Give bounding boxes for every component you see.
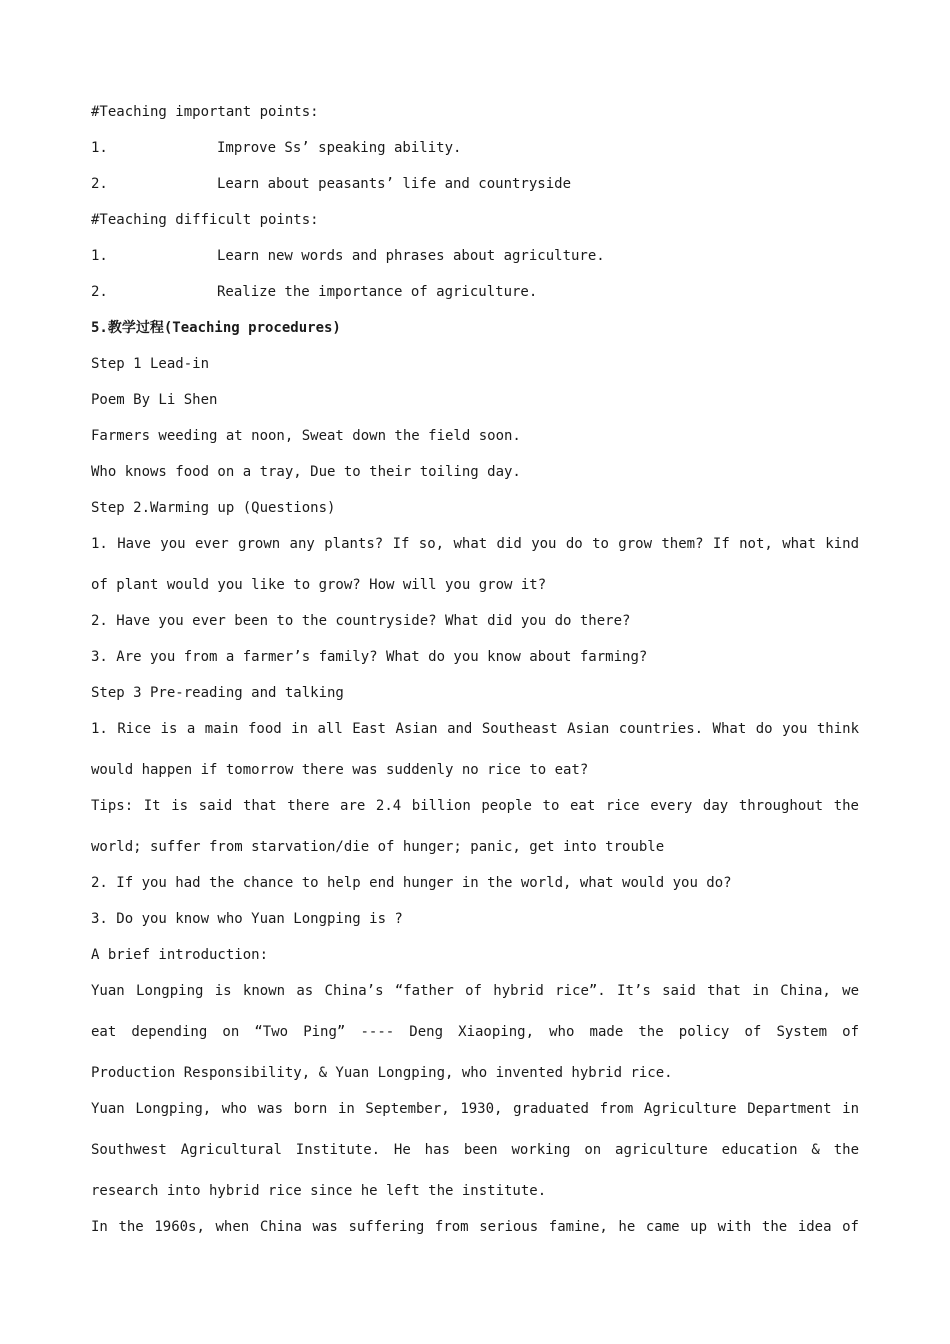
paragraph-line: Yuan Longping, who was born in September, 1930, graduated from Agriculture Department in	[91, 1101, 859, 1117]
poem-line: Who knows food on a tray, Due to their toiling day.	[91, 464, 521, 480]
list-item	[91, 282, 859, 302]
list-number: 2.	[91, 176, 108, 192]
list-text: Learn about peasants’ life and countryside	[217, 176, 572, 192]
step1-title: Step 1 Lead-in	[91, 356, 210, 372]
procedures-heading: 5.教学过程(Teaching procedures)	[91, 320, 341, 336]
difficult-points-heading: #Teaching difficult points:	[91, 212, 319, 228]
intro-heading: A brief introduction:	[91, 947, 269, 963]
paragraph-line: Production Responsibility, & Yuan Longping, who invented hybrid rice.	[91, 1065, 673, 1081]
list-item	[91, 246, 859, 266]
poem-title: Poem By Li Shen	[91, 392, 218, 408]
question-line: 2. If you had the chance to help end hunger in the world, what would you do?	[91, 875, 732, 891]
list-number: 1.	[91, 140, 108, 156]
list-number: 2.	[91, 284, 108, 300]
question-line: of plant would you like to grow? How will you grow it?	[91, 577, 547, 593]
list-item	[91, 138, 859, 158]
list-text: Improve Ss’ speaking ability.	[217, 140, 462, 156]
step3-title: Step 3 Pre-reading and talking	[91, 685, 344, 701]
tips-line: Tips: It is said that there are 2.4 billion people to eat rice every day throughout the	[91, 798, 859, 814]
question-line: 1. Have you ever grown any plants? If so, what did you do to grow them? If not, what kind	[91, 536, 859, 552]
poem-line: Farmers weeding at noon, Sweat down the field soon.	[91, 428, 521, 444]
paragraph-line: Yuan Longping is known as China’s “father of hybrid rice”. It’s said that in China, we	[91, 983, 859, 999]
question-line: 2. Have you ever been to the countryside? What did you do there?	[91, 613, 631, 629]
step2-title: Step 2.Warming up (Questions)	[91, 500, 336, 516]
question-line: 3. Are you from a farmer’s family? What do you know about farming?	[91, 649, 648, 665]
document-page	[91, 102, 859, 1253]
paragraph-line: In the 1960s, when China was suffering from serious famine, he came up with the idea of	[91, 1219, 859, 1235]
list-text: Realize the importance of agriculture.	[217, 284, 538, 300]
paragraph-line: research into hybrid rice since he left the institute.	[91, 1183, 547, 1199]
list-text: Learn new words and phrases about agriculture.	[217, 248, 605, 264]
list-item	[91, 174, 859, 194]
question-line: would happen if tomorrow there was suddenly no rice to eat?	[91, 762, 589, 778]
question-line: 3. Do you know who Yuan Longping is ?	[91, 911, 403, 927]
paragraph-line: eat depending on “Two Ping” ---- Deng Xiaoping, who made the policy of System of	[91, 1024, 859, 1040]
important-points-heading: #Teaching important points:	[91, 104, 319, 120]
list-number: 1.	[91, 248, 108, 264]
paragraph-line: Southwest Agricultural Institute. He has been working on agriculture education & the	[91, 1142, 859, 1158]
tips-line: world; suffer from starvation/die of hunger; panic, get into trouble	[91, 839, 665, 855]
question-line: 1. Rice is a main food in all East Asian and Southeast Asian countries. What do you think	[91, 721, 859, 737]
